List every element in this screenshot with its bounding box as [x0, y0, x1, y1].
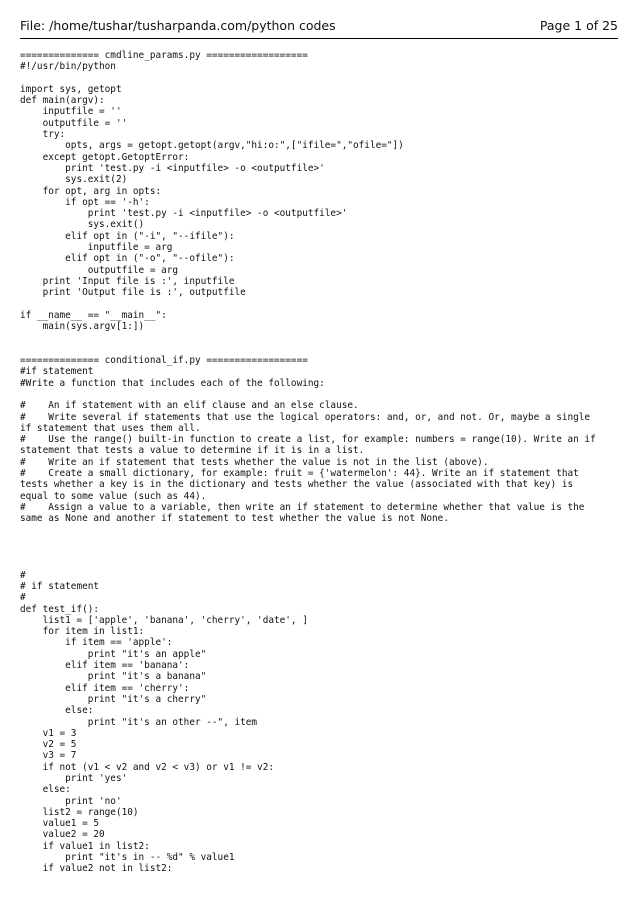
code-line [20, 344, 630, 355]
code-line: print 'test.py -i <inputfile> -o <outputfile>' [20, 162, 325, 174]
code-line: print "it's an apple" [20, 648, 207, 660]
code-line [20, 332, 630, 343]
code-line: if value1 in list2: [20, 840, 150, 852]
code-line: # Assign a value to a variable, then write an if statement to determine whether that value is the [20, 501, 585, 513]
code-line: v3 = 7 [20, 750, 77, 762]
code-line: print 'test.py -i <inputfile> -o <outputfile>' [20, 208, 348, 220]
code-line: list2 = range(10) [20, 806, 139, 818]
code-line: opts, args = getopt.getopt(argv,"hi:o:",["ifile=","ofile="]) [20, 140, 404, 152]
code-line: # if statement [20, 580, 100, 592]
code-line: if statement that uses them all. [20, 422, 201, 434]
code-line: if __name__ == "__main__": [20, 309, 167, 321]
code-line: statement that tests a value to determine if it is in a list. [20, 445, 365, 457]
code-line: # Write an if statement that tests whether the value is not in the list (above). [20, 456, 489, 468]
code-line: sys.exit(2) [20, 174, 128, 186]
code-line: if opt == '-h': [20, 196, 150, 208]
code-line: for opt, arg in opts: [20, 185, 162, 197]
code-line: # An if statement with an elif clause and an else clause. [20, 400, 359, 412]
code-line: print 'yes' [20, 773, 128, 784]
page-number-label: Page 1 of 25 [539, 18, 618, 33]
code-line [20, 299, 630, 310]
code-line: outputfile = arg [20, 264, 179, 276]
code-line: outputfile = '' [20, 117, 128, 129]
code-line: print "it's a cherry" [20, 693, 207, 705]
code-line: try: [20, 129, 66, 141]
code-line: inputfile = '' [20, 106, 122, 118]
code-line: v1 = 3 [20, 727, 77, 739]
code-line [20, 73, 630, 84]
code-line: else: [20, 705, 94, 717]
code-line: def test_if(): [20, 603, 100, 615]
code-line: elif item == 'cherry': [20, 682, 190, 694]
code-line: elif opt in ("-i", "--ifile"): [20, 230, 235, 242]
code-line: import sys, getopt [20, 83, 122, 95]
code-line: if value2 not in list2: [20, 863, 173, 875]
code-line: print 'Input file is :', inputfile [20, 275, 235, 287]
code-line [20, 558, 630, 569]
code-listing [20, 50, 630, 875]
file-path-label: File: /home/tushar/tusharpanda.com/python codes [20, 18, 336, 33]
code-line: if item == 'apple': [20, 637, 173, 649]
code-line: print "it's a banana" [20, 671, 207, 683]
code-line: value1 = 5 [20, 818, 100, 830]
code-line: except getopt.GetoptError: [20, 151, 190, 163]
code-line [20, 389, 630, 400]
code-line: else: [20, 784, 71, 796]
code-line [20, 536, 630, 547]
code-line: v2 = 5 [20, 739, 77, 751]
code-line: ============== cmdline_params.py ================== [20, 50, 308, 61]
code-line: #Write a function that includes each of the following: [20, 377, 325, 389]
code-line [20, 547, 630, 558]
code-line: #if statement [20, 366, 94, 378]
code-line: print "it's an other --", item [20, 716, 258, 728]
code-line: same as None and another if statement to test whether the value is not None. [20, 513, 449, 525]
code-line: ============== conditional_if.py ================== [20, 355, 308, 367]
code-line: inputfile = arg [20, 242, 173, 254]
code-line: print 'no' [20, 795, 122, 807]
code-line: # Write several if statements that use the logical operators: and, or, and not. Or, maybe a single [20, 411, 591, 423]
code-line: # [20, 592, 26, 604]
code-line: if not (v1 < v2 and v2 < v3) or v1 != v2: [20, 761, 274, 773]
code-line: list1 = ['apple', 'banana', 'cherry', 'date', ] [20, 614, 308, 626]
code-line: tests whether a key is in the dictionary and tests whether the value (associated with that key) is [20, 479, 574, 491]
code-line: elif opt in ("-o", "--ofile"): [20, 253, 235, 265]
code-line: print "it's in -- %d" % value1 [20, 852, 235, 864]
code-line: #!/usr/bin/python [20, 61, 116, 73]
code-line: # Use the range() built-in function to create a list, for example: numbers = range(10). Write an if [20, 434, 596, 446]
code-line: for item in list1: [20, 626, 145, 638]
code-line: def main(argv): [20, 95, 105, 107]
code-line: # Create a small dictionary, for example: fruit = {'watermelon': 44}. Write an if statement that [20, 467, 579, 479]
code-line [20, 524, 630, 535]
code-line: # [20, 569, 26, 581]
code-line: print 'Output file is :', outputfile [20, 287, 246, 299]
code-line: value2 = 20 [20, 829, 105, 841]
code-line: main(sys.argv[1:]) [20, 321, 145, 333]
code-line: equal to some value (such as 44). [20, 490, 207, 502]
code-line: sys.exit() [20, 219, 145, 231]
code-line: elif item == 'banana': [20, 660, 190, 672]
page-header [20, 16, 618, 39]
